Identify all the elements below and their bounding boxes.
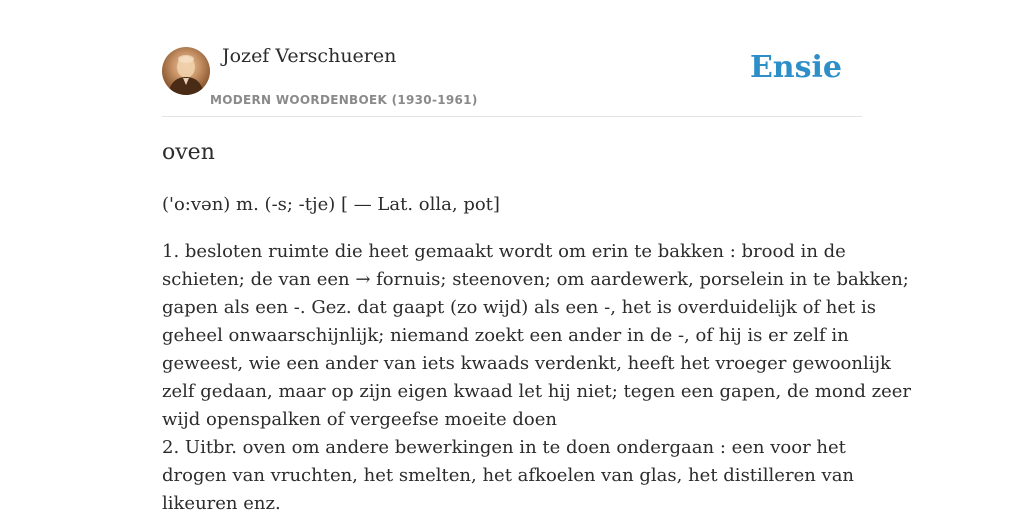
definition-line: geweest, wie een ander van iets kwaads verdenkt, heeft het vroeger gewoonlijk: [162, 353, 891, 374]
content-container: [162, 0, 911, 512]
source-title: MODERN WOORDENBOEK (1930-1961): [210, 93, 478, 107]
portrait-icon: [162, 47, 210, 95]
definition-line: 2. Uitbr. oven om andere bewerkingen in te doen ondergaan : een voor het: [162, 437, 846, 458]
entry-definition: [162, 238, 911, 512]
brand-logo[interactable]: Ensie: [749, 50, 842, 85]
definition-line: zelf gedaan, maar op zijn eigen kwaad let hij niet; tegen een gapen, de mond zeer: [162, 381, 911, 402]
header: [162, 0, 862, 117]
author-name[interactable]: Jozef Verschueren: [222, 45, 397, 67]
author-avatar[interactable]: [162, 47, 210, 95]
definition-line: drogen van vruchten, het smelten, het afkoelen van glas, het distilleren van: [162, 465, 855, 486]
definition-line: wijd openspalken of vergeefse moeite doen: [162, 409, 557, 430]
definition-line: schieten; de van een → fornuis; steenoven; om aardewerk, porselein in te bakken;: [162, 269, 909, 290]
entry-pronunciation: ('o:vən) m. (-s; -tje) [ — Lat. olla, pot]: [162, 194, 500, 215]
definition-line: gapen als een -. Gez. dat gaapt (zo wijd) als een -, het is overduidelijk of het is: [162, 297, 876, 318]
definition-line: geheel onwaarschijnlijk; niemand zoekt een ander in de -, of hij is er zelf in: [162, 325, 849, 346]
definition-line: likeuren enz.: [162, 493, 281, 512]
entry-term: oven: [162, 140, 215, 165]
definition-line: 1. besloten ruimte die heet gemaakt wordt om erin te bakken : brood in de: [162, 241, 846, 262]
